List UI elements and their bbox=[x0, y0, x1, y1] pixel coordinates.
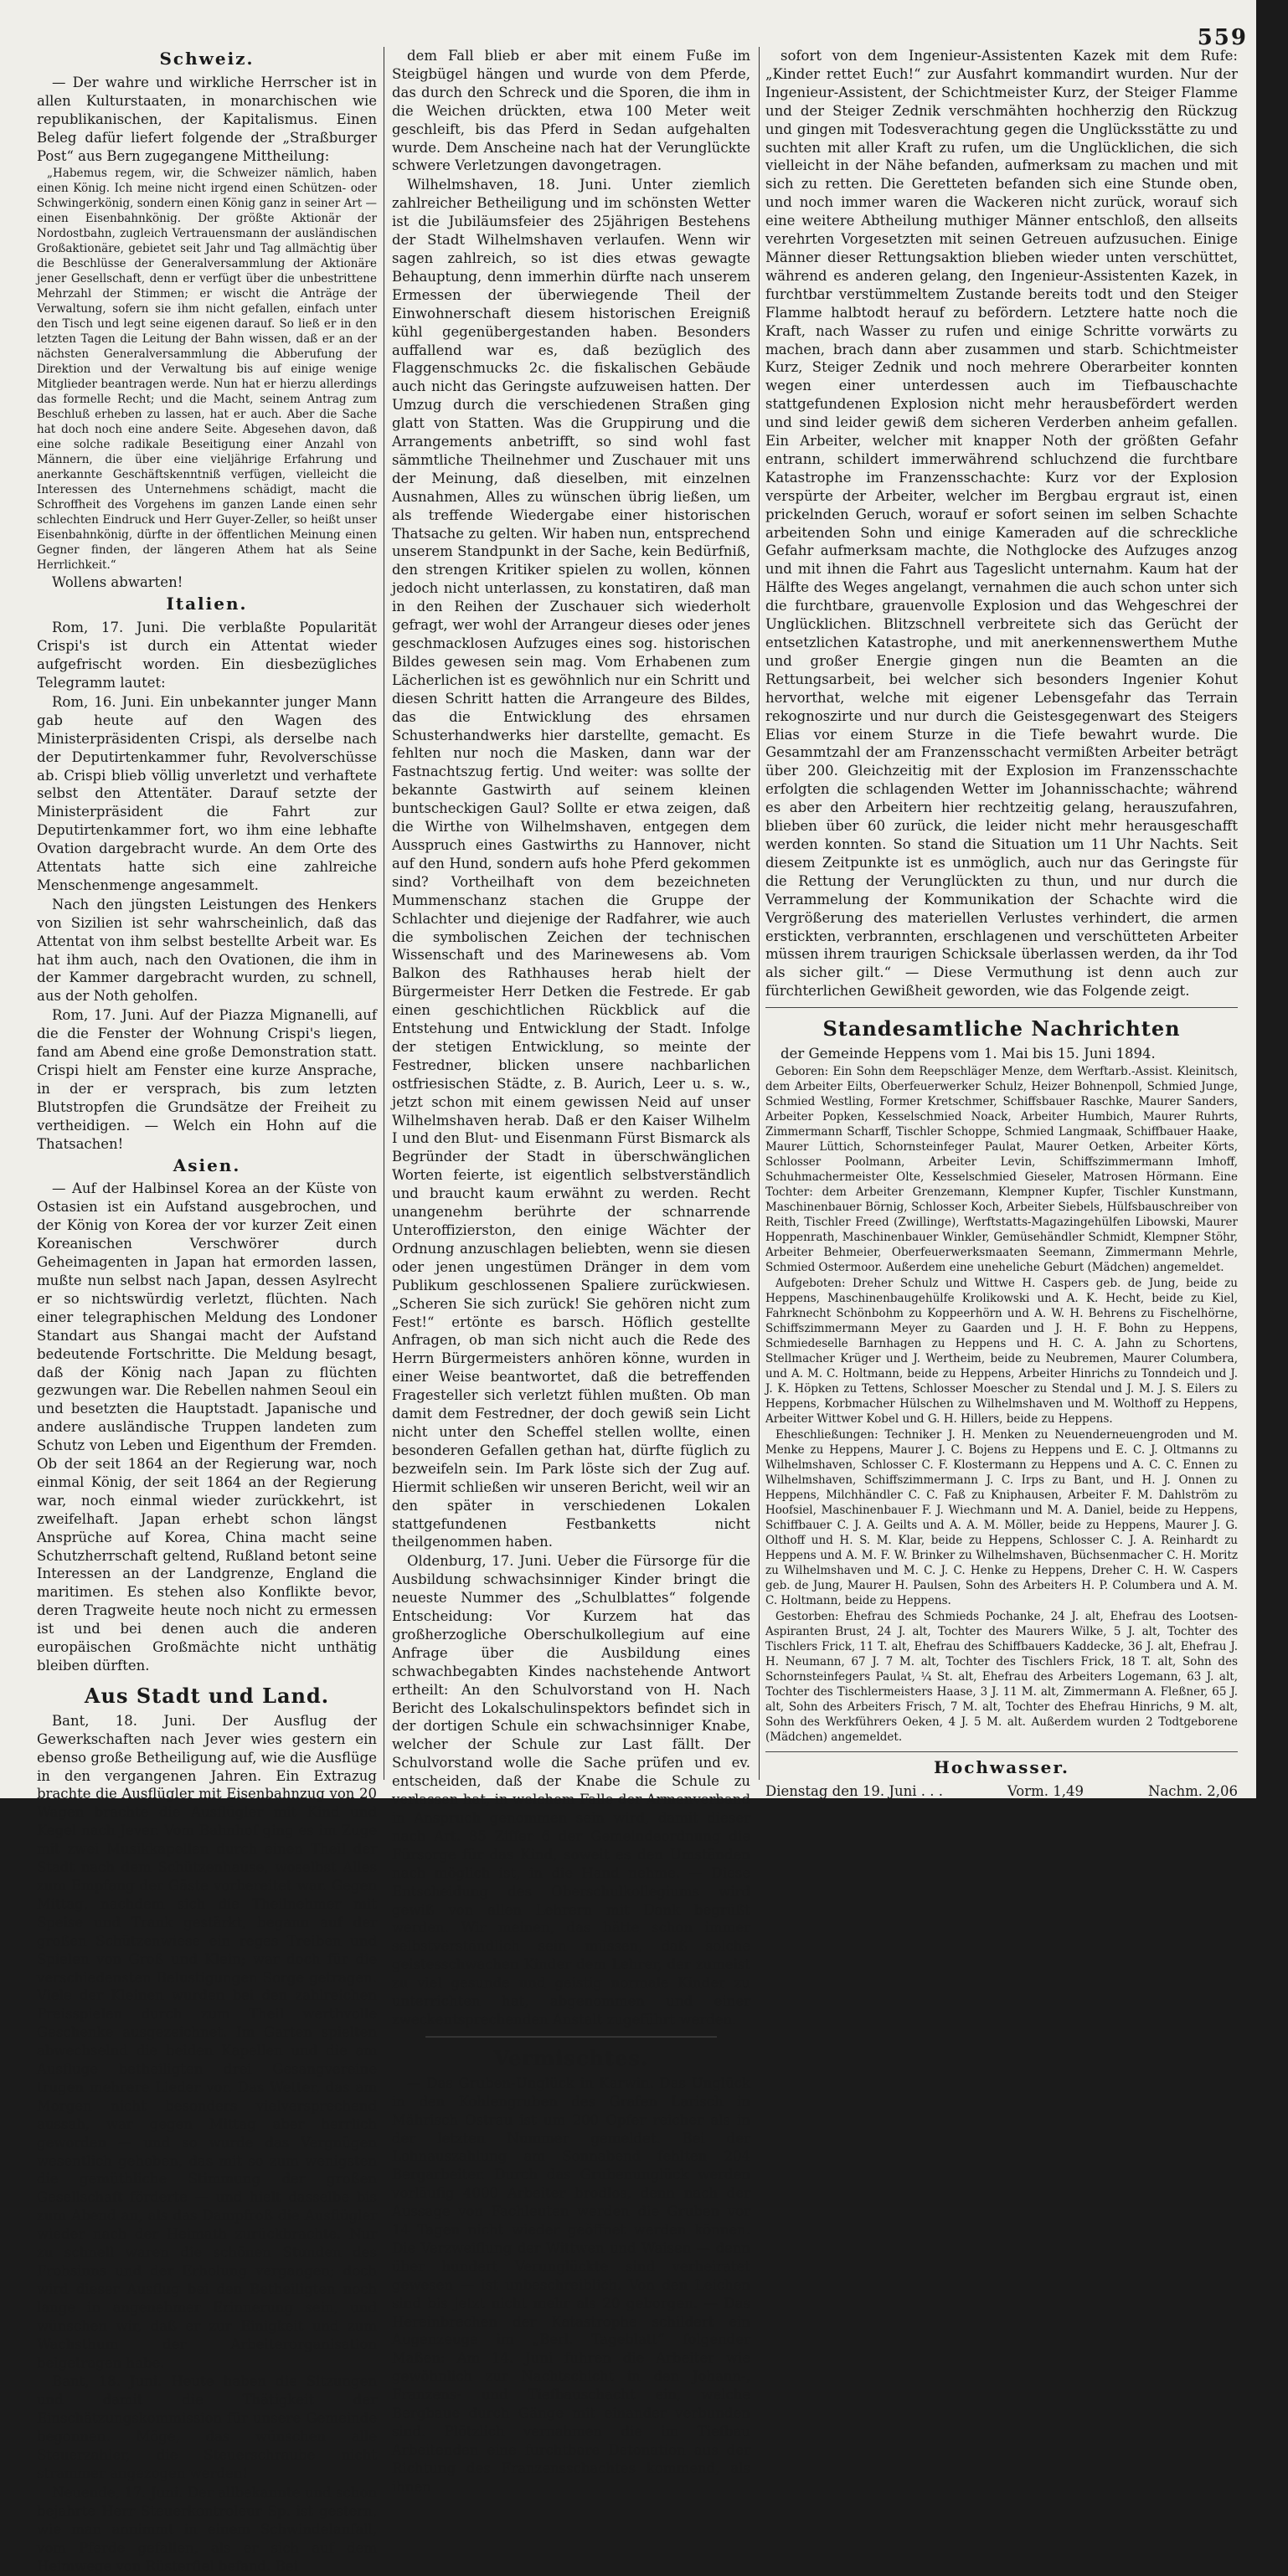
section-heading-italien: Italien. bbox=[166, 594, 248, 614]
standesamt-aufgeboten: Aufgeboten: Dreher Schulz und Wittwe H. Caspers geb. de Jung, beide zu Heppens, Maschinenbaugehülfe Krolikowski und A. K. Hecht, beide zu Kiel, Fahrknecht Schönbohm zu Koppeerhörn und A. W. H. Behrens zu Fischelhörne, Schiffszimmermann Meyer zu Gaarden und J. H. F. Bohn zu Heppens, Schmiedeselle Barnhagen zu Heppens und H. C. A. Jahn zu Schortens, Stellmacher Krüger und J. Wertheim, beide zu Neubremen, Maurer Columbera, und A. M. C. Holtmann, beide zu Heppens, Arbeiter Hinrichs zu Tonndeich und J. J. K. Höpken zu Tettens, Schlosser Moescher zu Stendal und J. M. J. S. Eilers zu Heppens, Korbmacher Hülschen zu Wilhelmshaven und M. Wolthoff zu Heppens, Arbeiter Wittwer Kobel und G. H. Hillers, beide zu Heppens. bbox=[765, 1276, 1238, 1426]
article-paragraph: — Der wahre und wirkliche Herrscher ist in allen Kulturstaaten, in monarchischen wie republikanischen, der Kapitalismus. Einen Beleg dafür liefert folgende der „Straßburger Post“ aus Bern zugegangene Mittheilung: bbox=[37, 74, 377, 164]
column-left bbox=[37, 47, 377, 2576]
article-paragraph: Bant, 18. Juni. Der Ausflug der Gewerkschaften nach Jever wies gestern ein ebenso große Betheiligung auf, wie die Ausflüge in den vergangenen Jahren. Ein Extrazug brachte die Ausflügler mit Eisenbahnzug von 20 Wagen brachte die Ausflügler mit Kind und Kegel nach Jever. Vom Bahnhof ging es im Zuge mit zwei Musikkapellen durch einen Theil der Stadt nach dem Schützenhause, woselbst Alles zum Empfang der Gäste vorbereitet war. Gegen Mittag, nachdem sich die Theilnehmer mit Speise und Trank gestärkt, begann auf der großen Schützenwiese ein reges Treiben und Spielen von Groß und Klein; war doch für die verschiedensten Belustigungen Sorge getragen. Viele der Kleinen wurden bei den zahlreichen Preisspielen durch zum Theil werthvolle Geschenke ausgezeichnet. Im Garten spielten abwechselnd die beiden Kapellen und die am Ausfluge betheiligten drei Gesangvereine trugen mehrere Lieder vor. Das Wetter, das am Morgen nicht besonders vielversprechend aussah, war gegen Mittag aber herrlich geworden — und so wurde das Vergnügen wesentlich gehoben, das mit so zum wenigsten die gemüthliche Stimmung der großen Gesellschaft förderte — und hielt dasselbe bis zum Abend an, als das Dampfroß die Ausflügler wieder nach der Heimath zurückbrachte. Nur zu schnell waren die schönen Stunden des Frohsinns und der Erholung vergangen; doch wird dieser Ausflug bei den Betheiligten noch lange in angenehmer Erinnerung sein, und wünschen wir, daß er zur Einigkeit und zum Wachsthum der Arbeiterorganisation beigetragen habe. bbox=[37, 1712, 377, 2371]
column-middle bbox=[392, 47, 750, 2497]
article-paragraph: Bant, 18. Juni. Heute haben die Sitzungen und damit die Thätigkeit der Einschätzungskommission für unsere Gemeinde begonnen. Möge, das wünschen alle Steuerzahler, die Steuerschraube nicht strammer angezogen werden! bbox=[37, 2373, 377, 2481]
standesamt-gestorben: Gestorben: Ehefrau des Schmieds Pochanke, 24 J. alt, Ehefrau des Lootsen-Aspiranten Brust, 24 J. alt, Tochter des Maurers Wilke, 5 J. alt, Tochter des Tischlers Frick, 11 T. alt, Ehefrau des Schiffbauers Kaddecke, 36 J. alt, Ehefrau J. H. Neumann, 67 J. 7 M. alt, Tochter des Tischlers Frick, 18 T. alt, Sohn des Schornsteinfegers Paulat, ¼ St. alt, Ehefrau des Arbeiters Logemann, 63 J. alt, Tochter des Tischlermeisters Haase, 3 J. 11 M. alt, Zimmermann A. Fleßner, 65 J. alt, Sohn des Arbeiters Frisch, 7 M. alt, Tochter des Ehefrau Hinrichs, 9 M. alt, Sohn des Werkführers Oeken, 4 J. 5 M. alt. Außerdem wurden 2 Todtgeborene (Mädchen) angemeldet. bbox=[765, 1609, 1238, 1744]
section-divider bbox=[765, 1007, 1238, 1008]
hochwasser-nachm: Nachm. 2,06 bbox=[1147, 1782, 1238, 1799]
section-heading-asien: Asien. bbox=[173, 1154, 241, 1175]
article-paragraph: Wilhelmshaven, 18. Juni. Unter ziemlich zahlreicher Betheiligung und im schönsten Wetter ist die Jubiläumsfeier des 25jährigen Bestehens der Stadt Wilhelmshaven verlaufen. Wenn wir sagen zahlreich, so ist dies etwas gewagte Behauptung, denn immerhin dürfte nach unserem Ermessen der überwiegende Theil der Einwohnerschaft diesem historischen Ereigniß kühl gegenübergestanden haben. Besonders auffallend war es, daß bezüglich des Flaggenschmucks 2c. die fiskalischen Gebäude auch nicht das Geringste aufzuweisen hatten. Der Umzug durch die verschiedenen Straßen ging glatt von Statten. Was die Gruppirung und die Arrangements anbetrifft, so sind wohl fast sämmtliche Theilnehmer und Zuschauer mit uns der Meinung, daß dieselben, mit einzelnen Ausnahmen, Alles zu wünschen übrig ließen, um als treffende Wiedergabe einer historischen Thatsache zu gelten. Wir haben nun, entsprechend unserem Standpunkt in der Sache, kein Bedürfniß, den strengen Kritiker spielen zu wollen, können jedoch nicht unterlassen, zu konstatiren, daß man in den Reihen der Zuschauer sich wiederholt gefragt, wer wohl der Arrangeur dieses oder jenes geschmacklosen Aufzuges eines sog. historischen Bildes gewesen sein mag. Vom Erhabenen zum Lächerlichen ist es gewöhnlich nur ein Schritt und diesen Schritt hatten die Arrangeure des Bildes, das die Entwicklung des ehrsamen Schusterhandwerks hier darstellte, gemacht. Es fehlten nur noch die Masken, dann war der Fastnachtszug fertig. Und weiter: was sollte der bekannte Gastwirth auf seinem kleinen buntscheckigen Gaul? Sollte er etwa zeigen, daß die Wirthe von Wilhelmshaven, entgegen dem Ausspruch eines Gastwirths zu Hannover, nicht auf den Hund, sondern aufs hohe Pferd gekommen sind? Vortheilhaft von dem bezeichneten Mummenschanz stachen die Gruppe der Schlachter und diejenige der Radfahrer, wie auch die symbolischen Zeichen der technischen Wissenschaft und des Marinewesens ab. Vom Balkon des Rathhauses herab hielt der Bürgermeister Herr Detken die Festrede. Er gab einen geschichtlichen Rückblick auf die Entstehung und Entwicklung der Stadt. Infolge der stetigen Entwicklung, so meinte der Festredner, blicken unsere nachbarlichen ostfriesischen Städte, z. B. Aurich, Leer u. s. w., jetzt schon mit einem gewissen Neid auf unser Wilhelmshaven herab. Daß er den Kaiser Wilhelm I und den Blut- und Eisenmann Fürst Bismarck als Begründer der Stadt in überschwänglichen Worten feierte, ist eigentlich selbstverständlich und braucht kaum erwähnt zu werden. Recht unangenehm berührte der schnarrende Unteroffizierston, den einige Wächter der Ordnung anzuschlagen beliebten, wenn sie diesen oder jenen ungestümen Dränger in dem vom Publikum geschlossenen Spaliere zurückwiesen. „Scheren Sie sich zurück! Sie gehören nicht zum Fest!“ ertönte es barsch. Höflich gestellte Anfragen, ob man sich nicht auch die Rede des Herrn Bürgermeisters anhören könne, wurden in einer Weise beantwortet, daß die betreffenden Fragesteller sich verletzt fühlen mußten. Ob man damit dem Festredner, der doch gewiß sein Licht nicht unter den Scheffel stellen wollte, einen besonderen Gefallen gethan hat, dürfte füglich zu bezweifeln sein. Im Park löste sich der Zug auf. Hiermit schließen wir unseren Bericht, weil wir an den später in verschiedenen Lokalen stattgefundenen Festbanketts nicht theilgenommen haben. bbox=[392, 177, 750, 1550]
article-paragraph: Rom, 17. Juni. Die verblaßte Popularität Crispi's ist durch ein Attentat wieder aufgefrischt worden. Ein diesbezügliches Telegramm lautet: bbox=[37, 620, 377, 691]
article-paragraph: Rom, 16. Juni. Ein unbekannter junger Mann gab heute auf den Wagen des Ministerpräsidenten Crispi, als derselbe nach der Deputirtenkammer fuhr, Revolverschüsse ab. Crispi blieb völlig unverletzt und verhaftete selbst den Attentäter. Darauf setzte der Ministerpräsident die Fahrt zur Deputirtenkammer fort, wo ihm eine lebhafte Ovation dargebracht wurde. An dem Orte des Attentats hatte sich eine zahlreiche Menschenmenge angesammelt. bbox=[37, 693, 377, 893]
section-heading-standesamt: Standesamtliche Nachrichten bbox=[822, 1016, 1181, 1041]
article-paragraph: sofort von dem Ingenieur-Assistenten Kazek mit dem Rufe: „Kinder rettet Euch!“ zur Ausfahrt kommandirt wurden. Nur der Ingenieur-Assistent, der Schichtmeister Kurz, der Steiger Flamme und der Steiger Zednik verschmähten hochherzig den Rückzug und gingen mit Todesverachtung gegen die Unglücksstätte zu und suchten mit aller Kraft zu rufen, um die Unglücklichen, die sich vielleicht in der Nähe befanden, aufmerksam zu machen und mit sich zu retten. Die Geretteten befanden sich eine Stunde oben, und noch immer waren die Wackeren nicht zurück, worauf sich eine weitere Abtheilung muthiger Männer entschloß, den allseits verehrten Vorgesetzten mit seinen Getreuen aufzusuchen. Einige Männer dieser Rettungsaktion blieben wieder unten verschüttet, während es anderen gelang, den Ingenieur-Assistenten Kazek, in furchtbar verstümmeltem Zustande bereits todt und den Steiger Flamme halbtodt herauf zu befördern. Letztere hatte noch die Kraft, nach Wasser zu rufen und einige Schritte vorwärts zu machen, brach dann aber zusammen und starb. Schichtmeister Kurz, Steiger Zednik und noch mehrere Oberarbeiter konnten wegen einer unterdessen auch im Tiefbauschachte stattgefundenen Explosion nicht mehr herausbefördert werden und sind leider gewiß dem sicheren Verderben anheim gefallen. Ein Arbeiter, welcher mit knapper Noth der größten Gefahr entrann, schildert immerwährend schluchzend die furchtbare Katastrophe im Franzensschachte: Kurz vor der Explosion verspürte der Arbeiter, welcher im Bergbau ergraut ist, einen prickelnden Geruch, worauf er sofort seinen im selben Schachte arbeitenden Sohn und einige Kameraden auf die schreckliche Gefahr aufmerksam machte, die Nothglocke des Aufzuges anzog und mit ihnen die Fahrt aus Tageslicht unternahm. Kaum hat der Hälfte des Weges angelangt, vernahmen die auch schon unter sich die furchtbare, grauenvolle Explosion und das Wehgeschrei der Unglücklichen. Blitzschnell verbreitete sich das Gerücht der entsetzlichen Katastrophe, und mit anerkennenswerthem Muthe und großer Energie gingen nun die Beamten an die Rettungsarbeit, bei welcher sich besonders Ingenier Kohut hervorthat, welche mit eigener Lebensgefahr das Terrain rekognoszirte und nur durch die Geistesgegenwart des Steigers Elias vor einem Sturze in die Tiefe bewahrt wurde. Die Gesammtzahl der am Franzensschacht vermißten Arbeiter beträgt über 200. Gleichzeitig mit der Explosion im Franzensschachte erfolgten die schlagenden Wetter im Johannisschachte; während es aber den Arbeitern hier rechtzeitig gelang, herauszufahren, blieben über 60 zurück, die leider nicht mehr herausgeschafft werden konnten. So stand die Situation um 11 Uhr Nachts. Seit diesem Zeitpunkte ist es unmöglich, auch nur das Geringste für die Rettung der Verunglückten zu thun, und nur durch die Verrammelung der Kommunikation der Schachte wird die Vergrößerung des materiellen Verlustes verhindert, die armen erstickten, verbrannten, erschlagenen und verschütteten Arbeiter müssen ihrem traurigen Schicksale überlassen werden, da ihr Tod als sicher gilt.“ — Diese Vermuthung ist denn auch zur fürchterlichen Gewißheit geworden, wie das Folgende zeigt. bbox=[765, 48, 1238, 1000]
page-number: 559 bbox=[1197, 25, 1248, 50]
article-paragraph: Rom, 17. Juni. Auf der Piazza Mignanelli, auf die die Fenster der Wohnung Crispi's liegen, fand am Abend eine große Demonstration statt. Crispi hielt am Fenster eine kurze Ansprache, in der er versprach, bis zum letzten Blutstropfen die Grundsätze der Freiheit zu vertheidigen. — Welch ein Hohn auf die Thatsachen! bbox=[37, 1007, 377, 1152]
column-right bbox=[765, 47, 1238, 1802]
section-heading-hochwasser: Hochwasser. bbox=[933, 1756, 1070, 1777]
hochwasser-day: Dienstag den 19. Juni . . . bbox=[765, 1782, 943, 1799]
article-paragraph: Neuende, 17. Juni. Der allbekannte und schon bejahrte Herr Steuerkontroleur Sp. ist gestern, wie man annimmt in einem Schwindelanfall, vom Pferde gefallen, als er sich auf dem Heimwege von Rüsterfiel befand. Bei bbox=[37, 2484, 377, 2574]
section-divider bbox=[425, 2036, 717, 2038]
section-heading-stadt-land: Aus Stadt und Land. bbox=[84, 1683, 330, 1708]
standesamt-subtitle: der Gemeinde Heppens vom 1. Mai bis 15. Juni 1894. bbox=[781, 1046, 1156, 1062]
standesamt-eheschliessungen: Eheschließungen: Techniker J. H. Menken zu Neuenderneuengroden und M. Menke zu Heppens, Maurer J. C. Bojens zu Heppens und E. C. J. Oltmanns zu Wilhelmshaven, Schlosser C. F. Klostermann zu Heppens und A. C. C. Ennen zu Wilhelmshaven, Schiffszimmermann J. C. Irps zu Bant, und H. J. Onnen zu Heppens, Milchhändler C. C. Faß zu Kniphausen, Arbeiter F. M. Dahlström zu Hoofsiel, Maschinenbauer F. J. Wiechmann und M. A. Daniel, beide zu Heppens, Schiffbauer C. J. A. Geilts und A. A. M. Möller, beide zu Heppens, Maurer J. G. Olthoff und H. S. M. Klar, beide zu Heppens, Schlosser C. J. A. Reinhardt zu Heppens und A. M. F. W. Brinker zu Wilhelmshaven, Büchsenmacher C. H. Moritz zu Wilhelmshaven und M. C. J. C. Henke zu Heppens, Dreher C. H. W. Caspers geb. de Jung, Maurer H. Paulsen, Sohn des Arbeiters H. P. Columbera und A. M. C. Holtmann, beide zu Heppens. bbox=[765, 1427, 1238, 1607]
hochwasser-vorm: Vorm. 1,49 bbox=[1007, 1782, 1084, 1799]
article-quote: „Habemus regem, wir, die Schweizer nämlich, haben einen König. Ich meine nicht irgend einen Schützen- oder Schwingerkönig, sondern einen König ganz in seiner Art — einen Eisenbahnkönig. Der größte Aktionär der Nordostbahn, zugleich Vertrauensmann der ausländischen Großaktionäre, gebietet seit Jahr und Tag allmächtig über die Beschlüsse der Generalversammlung der Aktionäre jener Gesellschaft, denn er verfügt über die unbestrittene Mehrzahl der Stimmen; er wischt die Anträge der Verwaltung, sofern sie ihm nicht gefallen, einfach unter den Tisch und legt seine eigenen darauf. So ließ er in den letzten Tagen die Leitung der Bahn wissen, daß er an der nächsten Generalversammlung die Abberufung der Direktion und der Verwaltung bis auf einige wenige Mitglieder beantragen werde. Nun hat er hierzu allerdings das formelle Recht; und die Macht, seinem Antrag zum Beschluß erheben zu lassen, hat er auch. Aber die Sache hat doch noch eine andere Seite. Abgesehen davon, daß eine solche radikale Beseitigung einer Anzahl von Männern, die über eine vieljährige Erfahrung und anerkannte Geschäftskenntniß verfügen, vielleicht die Interessen des Unternehmens schädigt, macht die Schroffheit des Vorgehens im ganzen Lande einen sehr schlechten Eindruck und Herr Guyer-Zeller, so heißt unser Eisenbahnkönig, dürfte in der öffentlichen Meinung einen Gegner finden, der längeren Athem hat als Seine Herrlichkeit.“ bbox=[37, 167, 377, 573]
article-paragraph: — Das Gruben-Unglück in Karwin. Das Unglück in den Kohlengruben des Grafen Larisch in Mährisch Ostrau ist um 200 Opfer reicher als in der letzten Nummer gemeldet. Bei der Lohnauszahlung am Sonnabend fehlten 204 Bergarbeiter. Durch das Grubenunglück werden vorläufig 4000 Arbeiter brodlos, denn nach der Aussage von Fachleuten werden die Gruben vor 14 Tagen nicht wieder geöffnet werden können. Die Verzweiflung der Wittwen und Waisen — denn über hundert Verunglückte sind verheiratet gewesen — ist unbeschreiblich. Von den Leichen sind bis jetzt nicht mehr als 20 geborgen. — Das Hereinbrechen der Katastrophe schildert ein Augenzeuge im „Berl. Tageblatt“ folgender Maßen: Am 14. Juni fuhren die Arbeiter wie gewöhnlich zur Nachtschicht in den Johann-, Franzens- und Tiefbauschacht ein, welche Bergbaue durch Gänge mit einander verbunden sind. Plötzlich vernahmen die im Tiefbau Arbeitenden eine furchtbare Detonation aus der Richtung des Franzensschachtes kommend, als ihnen bbox=[392, 2075, 750, 2495]
standesamt-geboren: Geboren: Ein Sohn dem Reepschläger Menze, dem Werftarb.-Assist. Kleinitsch, dem Arbeiter Eilts, Oberfeuerwerker Schulz, Heizer Bohnenpoll, Schmied Junge, Schmied Westling, Former Kretschmer, Schiffsbauer Raschke, Maurer Sanders, Arbeiter Popken, Kesselschmied Noack, Arbeiter Humbich, Maurer Ruhrts, Zimmermann Scharff, Tischler Schoppe, Schmied Langmaak, Schiffbauer Haake, Maurer Lüttich, Schornsteinfeger Paulat, Maurer Oetken, Arbeiter Körts, Schlosser Poolmann, Arbeiter Levin, Schiffszimmermann Imhoff, Schuhmachermeister Olte, Kesselschmied Gieseler, Matrosen Hörmann. Eine Tochter: dem Arbeiter Grenzemann, Klempner Kupfer, Tischler Kunstmann, Maschinenbauer Börnig, Schlosser Koch, Arbeiter Siebels, Hülfsbauschreiber von Reith, Tischler Freed (Zwillinge), Werftstatts-Magazingehülfen Libowski, Maurer Hoppenrath, Maschinenbauer Winkler, Gemüsehändler Schmidt, Klempner Stöhr, Arbeiter Behmeier, Oberfeuerwerksmaaten Seemann, Zimmermann Mehrle, Schmied Ostermoor. Außerdem eine uneheliche Geburt (Mädchen) angemeldet. bbox=[765, 1064, 1238, 1274]
article-paragraph: Oldenburg, 17. Juni. Ueber die Fürsorge für die Ausbildung schwachsinniger Kinder bringt die neueste Nummer des „Schulblattes“ folgende Entscheidung: Vor Kurzem hat das großherzogliche Oberschulkollegium auf eine Anfrage über die Ausbildung eines schwachbegabten Kindes nachstehende Antwort ertheilt: An den Schulvorstand von H. Nach Bericht des Lokalschulinspektors befindet sich in der dortigen Schule ein schwachsinniger Knabe, welcher der Schule zur Last fällt. Der Schulvorstand wolle die Sache prüfen und ev. entscheiden, daß der Knabe die Schule zu verlassen hat, in welchem Falle der Armenverband in Anspruch genommen sein wird, damit dieser nach Art. 85 Ziffer 6 der Gemeindeordnung die Fürsorge für das Kind, soweit es den Umständen nach möglich ist, in die Hand nehme. — Diese Entscheidung des Oberschulkollegiums wird gewiß von allen Lehrern mit Dank begrüßt werden. Wir meinen, das hätte schon immer selbstverständlich sein müssen, daß solche geistesschwachen Kinder dem Lehrer, der zumeist zu viel gesunde und geistig normale Kinder zu unterrichten hat, abgenommen und einer zweckentsprechenden Anstalt zugeführt werden. bbox=[392, 1553, 750, 2028]
article-paragraph: Wollens abwarten! bbox=[52, 574, 183, 591]
article-paragraph: dem Fall blieb er aber mit einem Fuße im Steigbügel hängen und wurde von dem Pferde, das durch den Schreck und die Sporen, die ihm in die Weichen drückten, etwa 100 Meter weit geschleift, bis das Pferd in Sedan aufgehalten wurde. Dem Anscheine nach hat der Verunglückte schwere Verletzungen davongetragen. bbox=[392, 48, 750, 174]
hochwasser-row bbox=[765, 1782, 1238, 1801]
section-heading-vermischtes: Vermischtes. bbox=[493, 2045, 649, 2070]
section-divider bbox=[765, 1751, 1238, 1752]
article-paragraph: Nach den jüngsten Leistungen des Henkers von Sizilien ist sehr wahrscheinlich, daß das Attentat von ihm selbst bestellte Arbeit war. Es hat ihm auch, nach den Ovationen, die ihm in der Kammer dargebracht wurden, zu schnell, aus der Noth geholfen. bbox=[37, 896, 377, 1005]
article-paragraph: — Auf der Halbinsel Korea an der Küste von Ostasien ist ein Aufstand ausgebrochen, und der König von Korea der vor kurzer Zeit einen Koreanischen Verschwörer durch Geheimagenten in Japan hat ermorden lassen, mußte nun selbst nach Japan, dessen Asylrecht er so nichtswürdig verletzt, flüchten. Nach einer telegraphischen Meldung des Londoner Standart aus Shangai macht der Aufstand bedeutende Fortschritte. Die Meldung besagt, daß der König nach Japan zu flüchten gezwungen war. Die Rebellen nahmen Seoul ein und besetzten die Hauptstadt. Japanische und andere ausländische Truppen landeten zum Schutz von Leben und Eigenthum der Fremden. Ob der seit 1864 an der Regierung war, noch einmal König, der seit 1864 an der Regierung war, noch einmal wieder zurückkehrt, ist zweifelhaft. Japan erhebt schon längst Ansprüche auf Korea, China macht seine Schutzherrschaft geltend, Rußland betont seine Interessen an der Landgrenze, England die maritimen. Es stehen also Konflikte bevor, deren Tragweite heute noch nicht zu ermessen ist und bei denen auch die anderen europäischen Großmächte nicht unthätig bleiben dürften. bbox=[37, 1180, 377, 1674]
column-rule bbox=[759, 47, 760, 1780]
section-heading-schweiz: Schweiz. bbox=[159, 49, 255, 69]
